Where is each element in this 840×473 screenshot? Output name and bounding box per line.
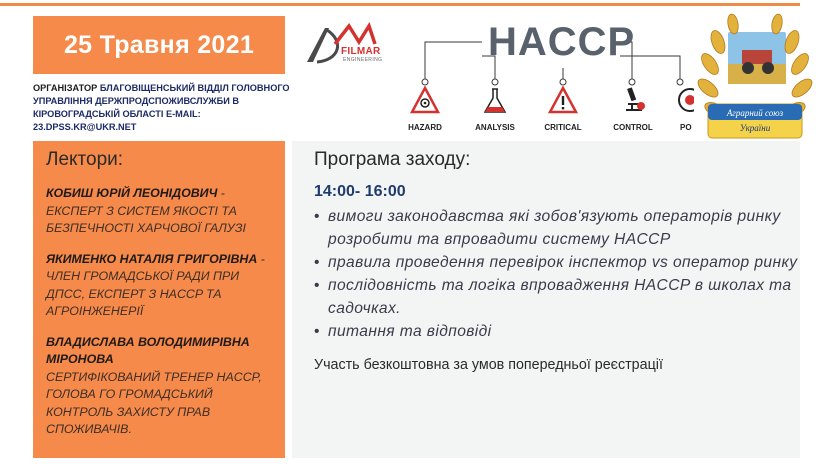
step-label: ANALYSIS [475, 123, 515, 132]
organizer-text: БЛАГОВІЩЕНСЬКИЙ ВІДДІЛ ГОЛОВНОГО УПРАВЛІННЯ ДЕРЖПРОДСПОЖИВСЛУЖБИ В КІРОВОГРАДСЬКІЙ ОБЛАСТІ E-MAIL: 23.DPSS.KR@UKR.NET [33, 83, 290, 132]
program-list [314, 205, 800, 343]
lecturer-name: ЯКИМЕНКО НАТАЛІЯ ГРИГОРІВНА [46, 251, 258, 266]
logo-brand: FILMAR [341, 46, 381, 57]
lecturer-role: - ЧЛЕН ГРОМАДСЬКОЇ РАДИ ПРИ ДПСС, ЕКСПЕРТ З HACCP ТА АГРОІНЖЕНЕРІЇ [46, 251, 265, 318]
filmar-logo [305, 22, 395, 66]
lecturer-2 [46, 251, 275, 321]
microscope-icon [618, 86, 648, 114]
organizer-label: ОРГАНІЗАТОР [33, 83, 98, 93]
list-item: • вимоги законодавства які зобов'язують операторів ринку розробити та впровадити систему HACCP [314, 205, 800, 251]
step-label: CONTROL [613, 123, 653, 132]
step-label: HAZARD [408, 123, 442, 132]
badge-line2: України [739, 123, 771, 133]
step-critical [528, 86, 598, 132]
lecturer-1 [46, 185, 275, 238]
program-time: 14:00- 16:00 [314, 183, 406, 200]
haccp-title: HACCP [488, 20, 636, 64]
step-hazard [390, 86, 460, 132]
flask-icon [480, 86, 510, 114]
lecturers-heading: Лектори: [46, 149, 124, 170]
step-label: PO [680, 123, 692, 132]
lecturer-role: - ЕКСПЕРТ З СИСТЕМ ЯКОСТІ ТА БЕЗПЕЧНОСТІ ХАРЧОВОЇ ГАЛУЗІ [46, 186, 246, 235]
biohazard-icon [410, 86, 440, 114]
step-label: CRITICAL [544, 123, 582, 132]
list-item: • питання та відповіді [314, 320, 800, 343]
warning-icon [548, 86, 578, 114]
organizer-info [33, 82, 293, 134]
lecturer-role: СЕРТИФІКОВАНИЙ ТРЕНЕР HACCP, ГОЛОВА ГО ГРОМАДСЬКИЙ КОНТРОЛЬ ЗАХИСТУ ПРАВ СПОЖИВАЧІВ. [46, 369, 262, 436]
badge-line1: Аграрний союз [726, 108, 784, 118]
registration-note: Участь безкоштовна за умов попередньої реєстрації [314, 357, 663, 373]
logo-subtitle: ENGINEERING [343, 57, 383, 63]
top-divider [0, 3, 800, 6]
program-heading: Програма заходу: [314, 149, 471, 170]
step-analysis [460, 86, 530, 132]
date-banner [33, 16, 285, 74]
lecturers-panel [33, 141, 285, 458]
event-date: 25 Травня 2021 [63, 30, 255, 59]
agrarian-union-badge [688, 12, 822, 152]
list-item: • правила проведення перевірок інспектор vs оператор ринку [314, 251, 800, 274]
program-panel [292, 141, 800, 458]
lecturer-name: ВЛАДИСЛАВА ВОЛОДИМИРІВНА МІРОНОВА [46, 334, 250, 366]
lecturer-3 [46, 334, 275, 439]
list-item: • послідовність та логіка впровадження HACCP в школах та садочках. [314, 274, 800, 320]
lecturer-name: КОБИШ ЮРІЙ ЛЕОНІДОВИЧ [46, 186, 218, 200]
